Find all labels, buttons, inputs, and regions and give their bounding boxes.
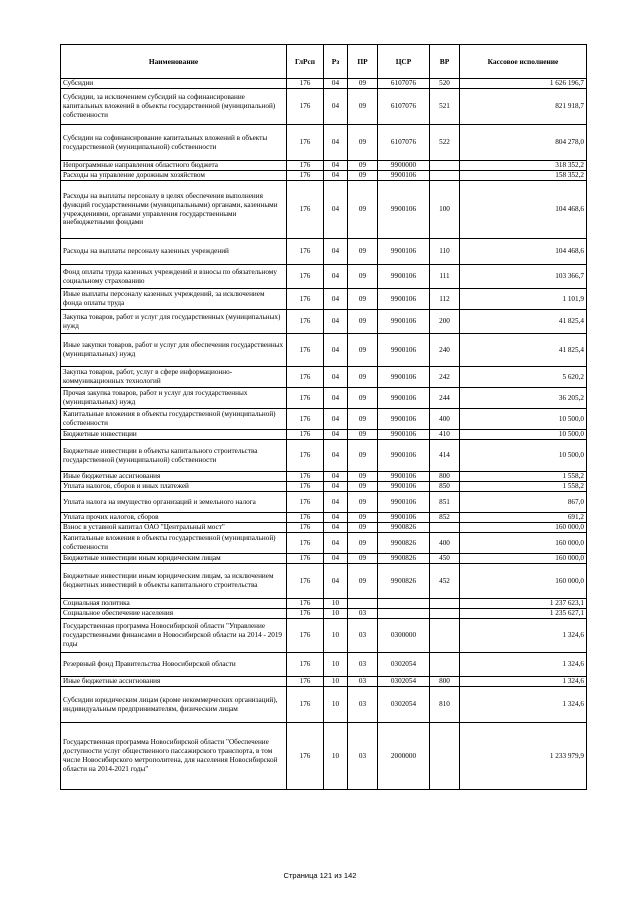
row-pr: 09 [348,523,378,533]
row-vr: 522 [430,125,460,161]
row-csr: 9900106 [378,513,430,523]
row-vr: 452 [430,564,460,599]
row-csr: 9900826 [378,564,430,599]
row-rz: 10 [324,653,348,677]
table-row [61,181,587,239]
row-sum: 104 468,6 [460,181,587,239]
budget-table [60,44,587,790]
table-row [61,472,587,482]
row-csr: 6107076 [378,125,430,161]
row-name: Расходы на выплаты персоналу в целях обеспечения выполнения функций государственными (муниципальными) органами, казенными учреждениями, органами управления государственными внебюджетными фондами [61,181,287,239]
row-sum: 5 620,2 [460,367,587,388]
row-glrsp: 176 [287,289,324,310]
row-rz: 04 [324,513,348,523]
header-pr: ПР [348,45,378,79]
table-row [61,89,587,125]
table-row [61,367,587,388]
row-vr: 400 [430,409,460,430]
row-name: Социальное обеспечение населения [61,609,287,619]
row-glrsp: 176 [287,564,324,599]
row-vr [430,523,460,533]
row-name: Расходы на управление дорожным хозяйством [61,171,287,181]
row-vr: 800 [430,677,460,687]
row-vr: 240 [430,334,460,367]
row-glrsp: 176 [287,181,324,239]
row-name: Прочая закупка товаров, работ и услуг для государственных (муниципальных) нужд [61,388,287,409]
row-name: Взнос в уставной капитал ОАО "Центральный мост" [61,523,287,533]
row-sum: 1 626 196,7 [460,79,587,89]
row-pr: 03 [348,687,378,723]
row-csr: 9900106 [378,492,430,513]
table-row [61,564,587,599]
row-rz: 04 [324,289,348,310]
table-row [61,125,587,161]
row-vr [430,599,460,609]
row-sum: 104 468,6 [460,239,587,265]
row-rz: 10 [324,599,348,609]
row-glrsp: 176 [287,79,324,89]
row-rz: 04 [324,523,348,533]
row-rz: 04 [324,265,348,289]
row-name: Резервный фонд Правительства Новосибирской области [61,653,287,677]
row-csr: 9900106 [378,440,430,472]
row-sum: 1 324,6 [460,677,587,687]
header-csr: ЦСР [378,45,430,79]
row-sum: 41 825,4 [460,310,587,334]
row-csr: 9900106 [378,334,430,367]
row-pr: 09 [348,239,378,265]
row-vr: 410 [430,430,460,440]
row-name: Уплата налогов, сборов и иных платежей [61,482,287,492]
row-name: Бюджетные инвестиции [61,430,287,440]
row-glrsp: 176 [287,723,324,790]
row-csr: 0302054 [378,687,430,723]
row-name: Иные бюджетные ассигнования [61,677,287,687]
row-csr: 9900106 [378,239,430,265]
row-vr: 112 [430,289,460,310]
row-glrsp: 176 [287,653,324,677]
row-pr: 09 [348,161,378,171]
row-glrsp: 176 [287,334,324,367]
header-glrsp: ГлРсп [287,45,324,79]
row-sum: 1 324,6 [460,619,587,653]
row-csr: 9900106 [378,289,430,310]
table-row [61,289,587,310]
row-pr: 03 [348,677,378,687]
row-vr: 851 [430,492,460,513]
row-sum: 867,0 [460,492,587,513]
row-glrsp: 176 [287,265,324,289]
row-name: Иные закупки товаров, работ и услуг для обеспечения государственных (муниципальных) нужд [61,334,287,367]
row-glrsp: 176 [287,677,324,687]
row-name: Бюджетные инвестиции иным юридическим лицам, за исключением бюджетных инвестиций в объекты капитального строительства [61,564,287,599]
header-cash-execution: Кассовое исполнение [460,45,587,79]
row-rz: 04 [324,440,348,472]
row-sum: 41 825,4 [460,334,587,367]
row-pr: 09 [348,89,378,125]
row-sum: 1 101,9 [460,289,587,310]
row-glrsp: 176 [287,609,324,619]
row-vr: 400 [430,533,460,554]
table-row [61,79,587,89]
row-name: Капитальные вложения в объекты государственной (муниципальной) собственности [61,409,287,430]
row-glrsp: 176 [287,161,324,171]
row-rz: 04 [324,430,348,440]
row-pr: 03 [348,609,378,619]
table-row [61,171,587,181]
row-rz: 04 [324,472,348,482]
row-sum: 103 366,7 [460,265,587,289]
row-sum: 160 000,0 [460,564,587,599]
row-glrsp: 176 [287,687,324,723]
row-pr: 09 [348,564,378,599]
header-rz: Рз [324,45,348,79]
row-vr [430,161,460,171]
row-csr: 9900106 [378,482,430,492]
row-sum: 160 000,0 [460,523,587,533]
row-csr: 9900106 [378,310,430,334]
row-sum: 10 500,0 [460,430,587,440]
row-glrsp: 176 [287,482,324,492]
table-row [61,482,587,492]
row-pr: 09 [348,533,378,554]
row-glrsp: 176 [287,409,324,430]
table-header-row [61,45,587,79]
row-pr: 09 [348,492,378,513]
table-row [61,265,587,289]
row-sum: 160 000,0 [460,554,587,564]
row-pr: 09 [348,79,378,89]
table-row [61,554,587,564]
row-pr: 09 [348,310,378,334]
row-rz: 04 [324,367,348,388]
row-rz: 04 [324,310,348,334]
row-glrsp: 176 [287,492,324,513]
table-row [61,723,587,790]
row-rz: 10 [324,687,348,723]
row-sum: 318 352,2 [460,161,587,171]
row-glrsp: 176 [287,533,324,554]
row-pr: 03 [348,653,378,677]
row-vr: 450 [430,554,460,564]
row-csr: 6107076 [378,79,430,89]
row-glrsp: 176 [287,239,324,265]
row-vr: 242 [430,367,460,388]
row-rz: 04 [324,79,348,89]
row-pr: 09 [348,181,378,239]
row-rz: 04 [324,564,348,599]
row-sum: 36 205,2 [460,388,587,409]
row-vr [430,653,460,677]
row-csr: 9900826 [378,533,430,554]
row-csr: 0302054 [378,653,430,677]
table-row [61,388,587,409]
row-csr: 9900106 [378,181,430,239]
table-row [61,533,587,554]
row-glrsp: 176 [287,430,324,440]
table-row [61,677,587,687]
header-vr: ВР [430,45,460,79]
row-csr: 9900106 [378,171,430,181]
table-row [61,161,587,171]
row-csr [378,609,430,619]
row-rz: 04 [324,482,348,492]
row-rz: 04 [324,89,348,125]
row-name: Бюджетные инвестиции в объекты капитального строительства государственной (муниципальной) собственности [61,440,287,472]
row-csr: 9900106 [378,388,430,409]
row-name: Расходы на выплаты персоналу казенных учреждений [61,239,287,265]
table-row [61,599,587,609]
row-rz: 04 [324,239,348,265]
row-pr: 09 [348,289,378,310]
row-vr: 244 [430,388,460,409]
row-sum: 1 324,6 [460,653,587,677]
row-name: Закупка товаров, работ и услуг для государственных (муниципальных) нужд [61,310,287,334]
row-sum: 1 558,2 [460,472,587,482]
row-glrsp: 176 [287,171,324,181]
row-vr: 520 [430,79,460,89]
row-pr: 09 [348,388,378,409]
table-row [61,239,587,265]
table-row [61,310,587,334]
row-glrsp: 176 [287,619,324,653]
row-pr: 09 [348,430,378,440]
row-csr: 9900106 [378,265,430,289]
row-pr: 09 [348,482,378,492]
row-glrsp: 176 [287,310,324,334]
row-glrsp: 176 [287,599,324,609]
row-vr [430,609,460,619]
row-vr: 200 [430,310,460,334]
row-csr: 9900000 [378,161,430,171]
table-row [61,653,587,677]
row-pr: 09 [348,265,378,289]
row-rz: 10 [324,609,348,619]
row-sum: 821 918,7 [460,89,587,125]
row-rz: 04 [324,171,348,181]
row-vr: 414 [430,440,460,472]
row-csr: 9900826 [378,554,430,564]
page-number: Страница 121 из 142 [283,871,357,880]
row-name: Государственная программа Новосибирской области "Управление государственными финансами в Новосибирской области на 2014 - 2019 годы [61,619,287,653]
row-sum: 10 500,0 [460,440,587,472]
row-pr: 09 [348,554,378,564]
row-pr: 09 [348,409,378,430]
row-pr: 09 [348,513,378,523]
row-rz: 04 [324,334,348,367]
row-rz: 04 [324,492,348,513]
row-csr: 6107076 [378,89,430,125]
row-sum: 1 237 623,1 [460,599,587,609]
row-vr [430,171,460,181]
row-rz: 04 [324,554,348,564]
row-vr: 100 [430,181,460,239]
row-name: Непрограммные направления областного бюджета [61,161,287,171]
row-csr: 2000000 [378,723,430,790]
row-rz: 04 [324,125,348,161]
row-sum: 1 235 627,1 [460,609,587,619]
row-name: Фонд оплаты труда казенных учреждений и взносы по обязательному социальному страхованию [61,265,287,289]
table-row [61,513,587,523]
table-row [61,430,587,440]
row-glrsp: 176 [287,89,324,125]
row-rz: 10 [324,723,348,790]
table-row [61,334,587,367]
row-csr: 0302054 [378,677,430,687]
row-sum: 691,2 [460,513,587,523]
row-pr [348,599,378,609]
row-pr: 09 [348,367,378,388]
table-row [61,523,587,533]
row-csr: 9900106 [378,367,430,388]
row-name: Бюджетные инвестиции иным юридическим лицам [61,554,287,564]
row-pr: 09 [348,440,378,472]
row-rz: 04 [324,161,348,171]
row-glrsp: 176 [287,472,324,482]
row-pr: 09 [348,125,378,161]
row-csr: 9900106 [378,430,430,440]
row-vr: 810 [430,687,460,723]
table-row [61,409,587,430]
row-vr [430,619,460,653]
row-csr: 0300000 [378,619,430,653]
table-row [61,609,587,619]
row-name: Уплата прочих налогов, сборов [61,513,287,523]
row-name: Субсидии на софинансирование капитальных вложений в объекты государственной (муниципальной) собственности [61,125,287,161]
row-name: Субсидии [61,79,287,89]
row-glrsp: 176 [287,125,324,161]
header-name: Наименование [61,45,287,79]
row-pr: 09 [348,334,378,367]
row-rz: 10 [324,619,348,653]
row-name: Социальная политика [61,599,287,609]
table-row [61,492,587,513]
row-name: Капитальные вложения в объекты государственной (муниципальной) собственности [61,533,287,554]
row-vr: 800 [430,472,460,482]
row-sum: 10 500,0 [460,409,587,430]
row-vr: 850 [430,482,460,492]
row-name: Уплата налога на имущество организаций и земельного налога [61,492,287,513]
row-rz: 04 [324,181,348,239]
row-pr: 09 [348,171,378,181]
row-name: Иные выплаты персоналу казенных учреждений, за исключением фонда оплаты труда [61,289,287,310]
row-name: Иные бюджетные ассигнования [61,472,287,482]
row-glrsp: 176 [287,367,324,388]
row-sum: 158 352,2 [460,171,587,181]
row-glrsp: 176 [287,513,324,523]
row-sum: 1 558,2 [460,482,587,492]
row-csr: 9900106 [378,409,430,430]
row-glrsp: 176 [287,440,324,472]
row-csr: 9900106 [378,472,430,482]
row-name: Субсидии юридическим лицам (кроме некоммерческих организаций), индивидуальным предпринимателям, физическим лицам [61,687,287,723]
row-sum: 804 278,0 [460,125,587,161]
row-glrsp: 176 [287,554,324,564]
row-pr: 09 [348,472,378,482]
row-sum: 160 000,0 [460,533,587,554]
row-vr: 110 [430,239,460,265]
row-rz: 04 [324,533,348,554]
row-sum: 1 324,6 [460,687,587,723]
row-pr: 03 [348,619,378,653]
row-name: Государственная программа Новосибирской области "Обеспечение доступности услуг общественного пассажирского транспорта, в том числе Новосибирского метрополитена, для населения Новосибирской области на 2014-2021 годы" [61,723,287,790]
row-name: Субсидии, за исключением субсидий на софинансирование капитальных вложений в объекты государственной (муниципальной) собственности [61,89,287,125]
table-row [61,619,587,653]
row-glrsp: 176 [287,388,324,409]
row-vr: 521 [430,89,460,125]
row-rz: 10 [324,677,348,687]
row-pr: 03 [348,723,378,790]
row-vr [430,723,460,790]
row-sum: 1 233 979,9 [460,723,587,790]
table-row [61,440,587,472]
row-vr: 852 [430,513,460,523]
row-vr: 111 [430,265,460,289]
row-name: Закупка товаров, работ, услуг в сфере информационно-коммуникационных технологий [61,367,287,388]
row-csr: 9900826 [378,523,430,533]
table-row [61,687,587,723]
row-csr [378,599,430,609]
row-glrsp: 176 [287,523,324,533]
row-rz: 04 [324,409,348,430]
row-rz: 04 [324,388,348,409]
